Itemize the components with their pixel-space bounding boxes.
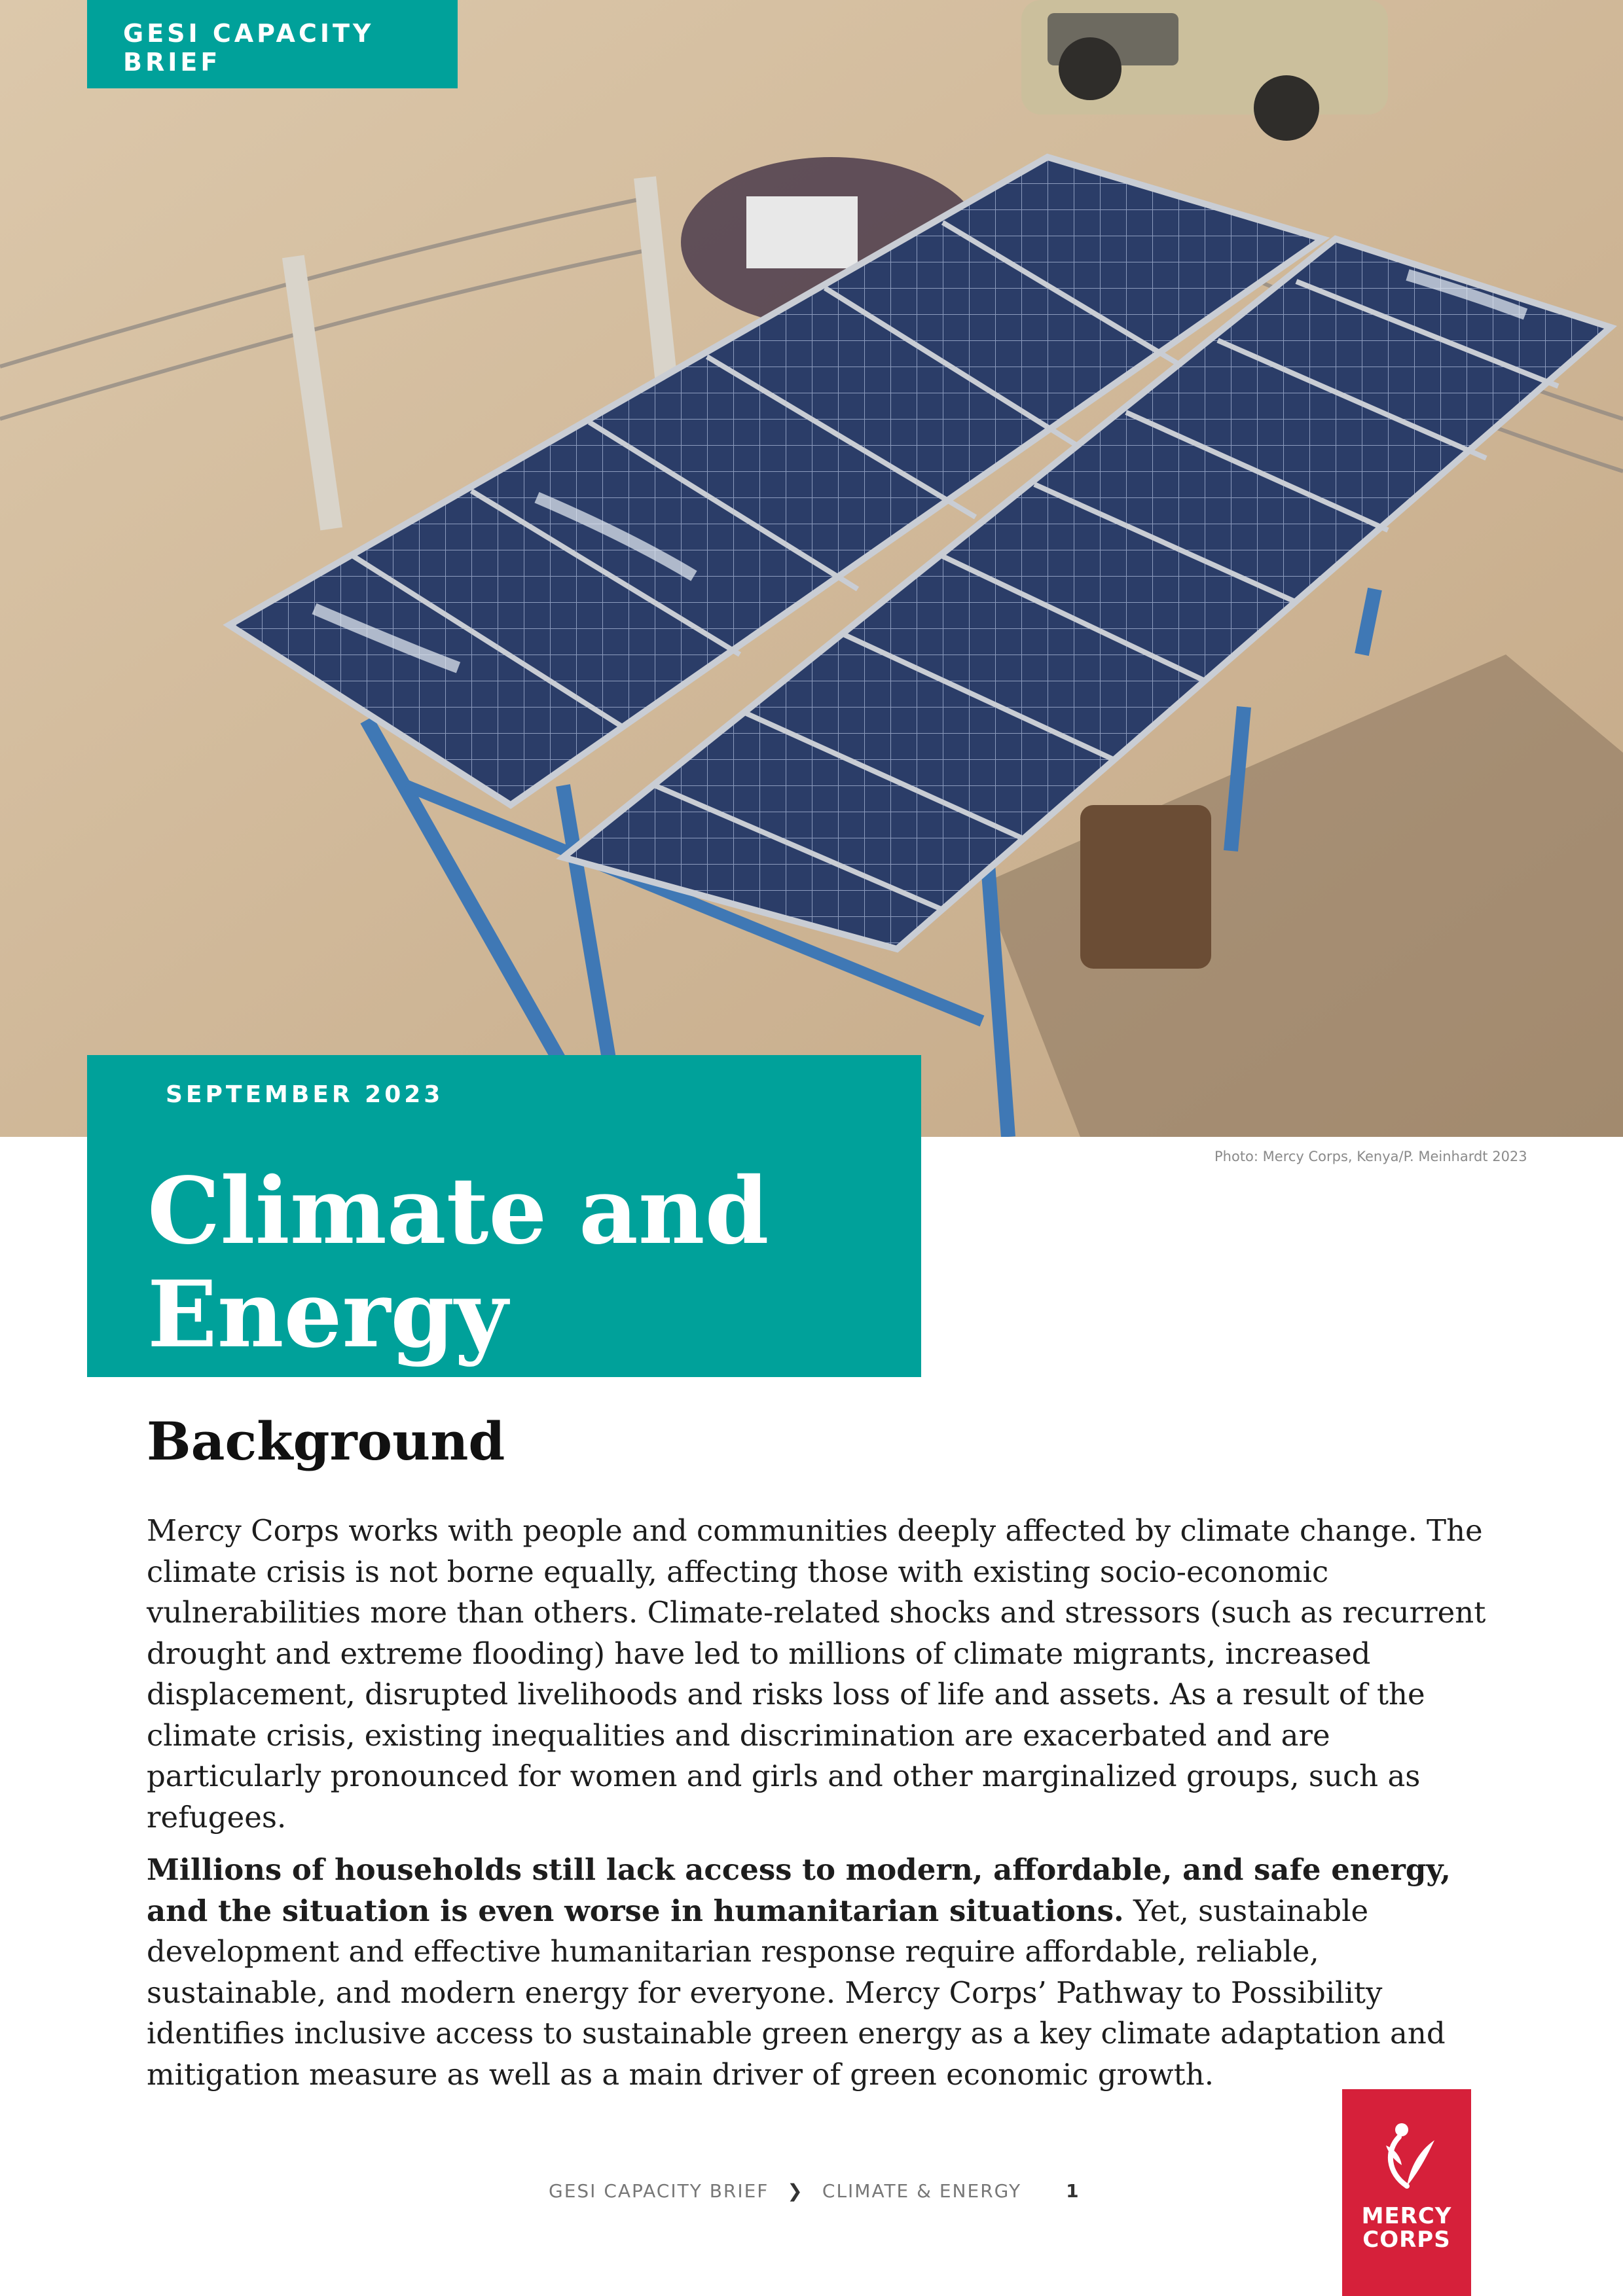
logo-wordmark	[1362, 2204, 1452, 2251]
chevron-right-icon: ❯	[787, 2180, 804, 2202]
mercy-corps-logo	[1342, 2089, 1471, 2296]
page-title	[147, 1160, 900, 1367]
page-number: 1	[1066, 2180, 1080, 2202]
solar-panels-illustration	[0, 0, 1623, 1137]
background-body	[147, 1511, 1495, 2107]
title-line-2: Energy	[147, 1261, 508, 1369]
hero-photo	[0, 0, 1623, 1137]
footer-topic: CLIMATE & ENERGY	[822, 2180, 1022, 2202]
section-heading-background: Background	[147, 1410, 505, 1472]
logo-line-2: CORPS	[1362, 2227, 1451, 2253]
page-footer	[549, 2180, 1080, 2202]
title-block	[87, 1055, 921, 1377]
brief-category-label: GESI CAPACITY BRIEF	[87, 0, 458, 88]
footer-section: GESI CAPACITY BRIEF	[549, 2180, 769, 2202]
paragraph-2-text: Yet, sustainable development and effective humanitarian response require affordable, reliable, sustainable, and modern energy for everyone. Mercy Corps’ Pathway to Possibility identifies inclusive access to sustainable green energy as a key climate adaptation and mitigation measure as well as a main driver of green economic growth.	[147, 1893, 1446, 2092]
title-line-1: Climate and	[147, 1158, 769, 1265]
publication-date: SEPTEMBER 2023	[166, 1081, 444, 1108]
photo-credit: Photo: Mercy Corps, Kenya/P. Meinhardt 2023	[1214, 1149, 1527, 1164]
paragraph-2	[147, 1850, 1495, 2095]
paragraph-2-emphasis: Millions of households still lack access to modern, affordable, and safe energy, and the situation is even worse in humanitarian situations.	[147, 1852, 1451, 1928]
paragraph-1: Mercy Corps works with people and communities deeply affected by climate change. The climate crisis is not borne equally, affecting those with existing socio-economic vulnerabilities more than others. Climate-related shocks and stressors (such as recurrent drought and extreme flooding) have led to millions of climate migrants, increased displacement, disrupted livelihoods and risks loss of life and assets. As a result of the climate crisis, existing inequalities and discrimination are exacerbated and are particularly pronounced for women and girls and other marginalized groups, such as refugees.	[147, 1513, 1486, 1835]
leaf-figure-icon	[1374, 2121, 1440, 2193]
logo-line-1: MERCY	[1361, 2203, 1452, 2229]
